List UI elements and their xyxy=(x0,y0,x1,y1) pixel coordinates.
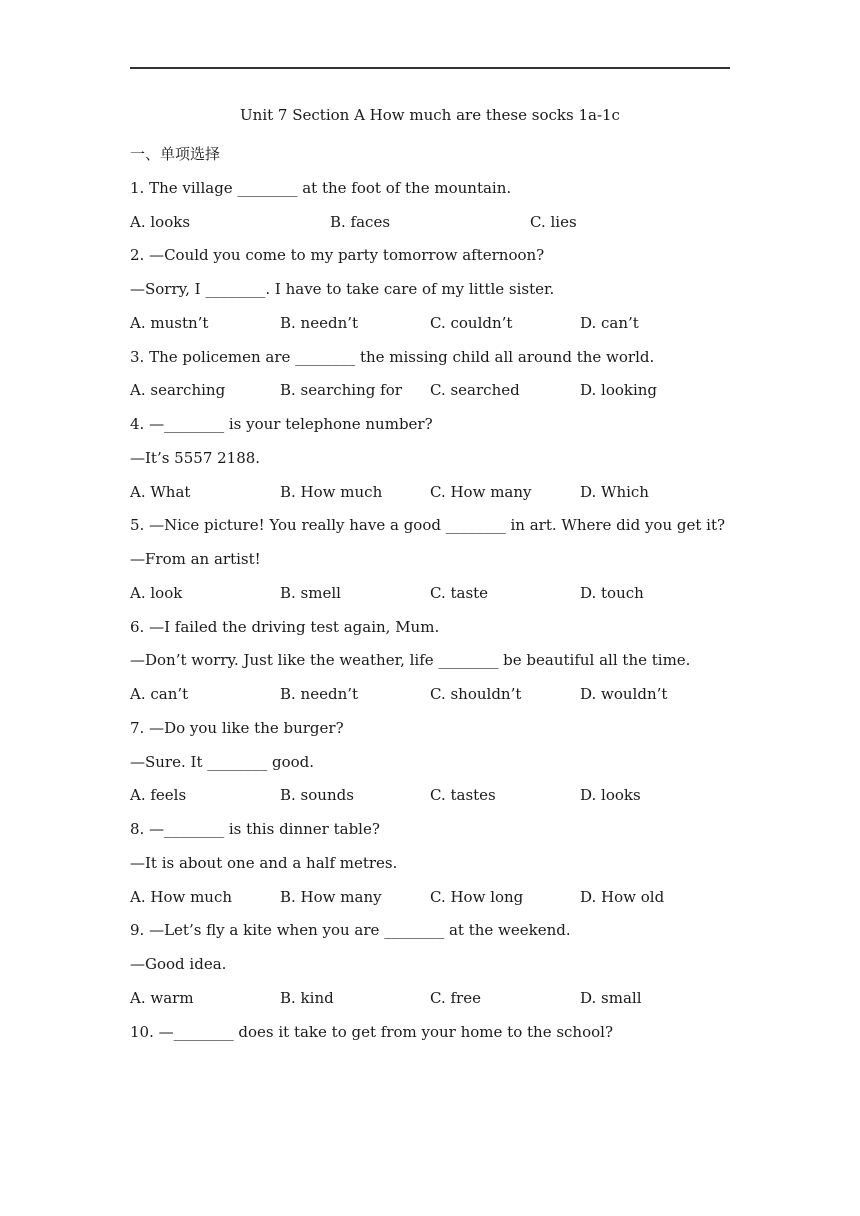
question-6-answer-line: —Don’t worry. Just like the weather, life ________ be beautiful all the time. xyxy=(130,651,691,670)
question-5-answer-line: —From an artist! xyxy=(130,550,261,568)
option: B. kind xyxy=(280,988,334,1007)
question-3-stem: 3. The policemen are ________ the missing child all around the world. xyxy=(130,347,655,366)
question-1-options xyxy=(130,206,732,240)
option: A. warm xyxy=(130,988,194,1007)
option: B. searching for xyxy=(280,381,402,400)
option: A. looks xyxy=(130,212,191,231)
option: C. shouldn’t xyxy=(430,685,522,703)
option: C. taste xyxy=(430,583,489,602)
option: A. look xyxy=(130,583,183,602)
question-2-options xyxy=(130,307,732,341)
option: A. What xyxy=(130,482,191,501)
option: D. wouldn’t xyxy=(580,685,668,703)
option: B. faces xyxy=(330,212,391,231)
option: C. tastes xyxy=(430,786,496,805)
question-9-stem: 9. —Let’s fly a kite when you are ________ at the weekend. xyxy=(130,921,571,940)
option: C. free xyxy=(430,988,481,1007)
option: A. searching xyxy=(130,381,226,400)
question-8-answer-line: —It is about one and a half metres. xyxy=(130,853,398,872)
option: D. How old xyxy=(580,887,665,906)
option: A. can’t xyxy=(130,685,189,703)
option: C. lies xyxy=(530,212,577,231)
question-5-stem: 5. —Nice picture! You really have a good ________ in art. Where did you get it? xyxy=(130,516,726,535)
question-4-options xyxy=(130,476,732,510)
question-9-options xyxy=(130,982,732,1016)
option: B. smell xyxy=(280,583,341,602)
option: A. feels xyxy=(130,786,187,805)
section-heading: 一、单项选择 xyxy=(130,145,221,163)
header-rule xyxy=(130,67,730,69)
option: C. How long xyxy=(430,887,524,906)
question-9-answer-line: —Good idea. xyxy=(130,955,227,973)
question-3-options xyxy=(130,374,732,408)
question-7-answer-line: —Sure. It ________ good. xyxy=(130,752,315,771)
option: B. sounds xyxy=(280,786,354,805)
question-7-stem: 7. —Do you like the burger? xyxy=(130,718,344,737)
option: D. small xyxy=(580,988,642,1007)
option: D. Which xyxy=(580,482,649,501)
option: C. searched xyxy=(430,381,520,400)
question-8-options xyxy=(130,881,732,915)
question-6-options xyxy=(130,678,732,712)
question-7-options xyxy=(130,779,732,813)
option: B. needn’t xyxy=(280,313,359,332)
option: D. looks xyxy=(580,786,641,805)
option: B. How much xyxy=(280,482,383,501)
option: B. How many xyxy=(280,887,382,906)
option: D. touch xyxy=(580,583,644,602)
question-list xyxy=(130,138,732,1049)
question-2-answer-line: —Sorry, I ________. I have to take care of my little sister. xyxy=(130,280,555,298)
option: D. looking xyxy=(580,381,658,400)
document-title: Unit 7 Section A How much are these socks 1a-1c xyxy=(240,106,620,124)
question-1-stem: 1. The village ________ at the foot of the mountain. xyxy=(130,178,512,197)
question-5-options xyxy=(130,577,732,611)
option: C. How many xyxy=(430,482,532,501)
option: B. needn’t xyxy=(280,685,359,703)
option: D. can’t xyxy=(580,313,639,332)
question-10-stem: 10. —________ does it take to get from your home to the school? xyxy=(130,1022,613,1041)
option: C. couldn’t xyxy=(430,313,513,332)
question-4-stem: 4. —________ is your telephone number? xyxy=(130,415,433,433)
question-4-answer-line: —It’s 5557 2188. xyxy=(130,448,261,467)
question-6-stem: 6. —I failed the driving test again, Mum. xyxy=(130,617,440,636)
option: A. How much xyxy=(130,887,233,906)
option: A. mustn’t xyxy=(130,313,209,332)
question-2-stem: 2. —Could you come to my party tomorrow afternoon? xyxy=(130,246,545,265)
question-8-stem: 8. —________ is this dinner table? xyxy=(130,820,380,838)
